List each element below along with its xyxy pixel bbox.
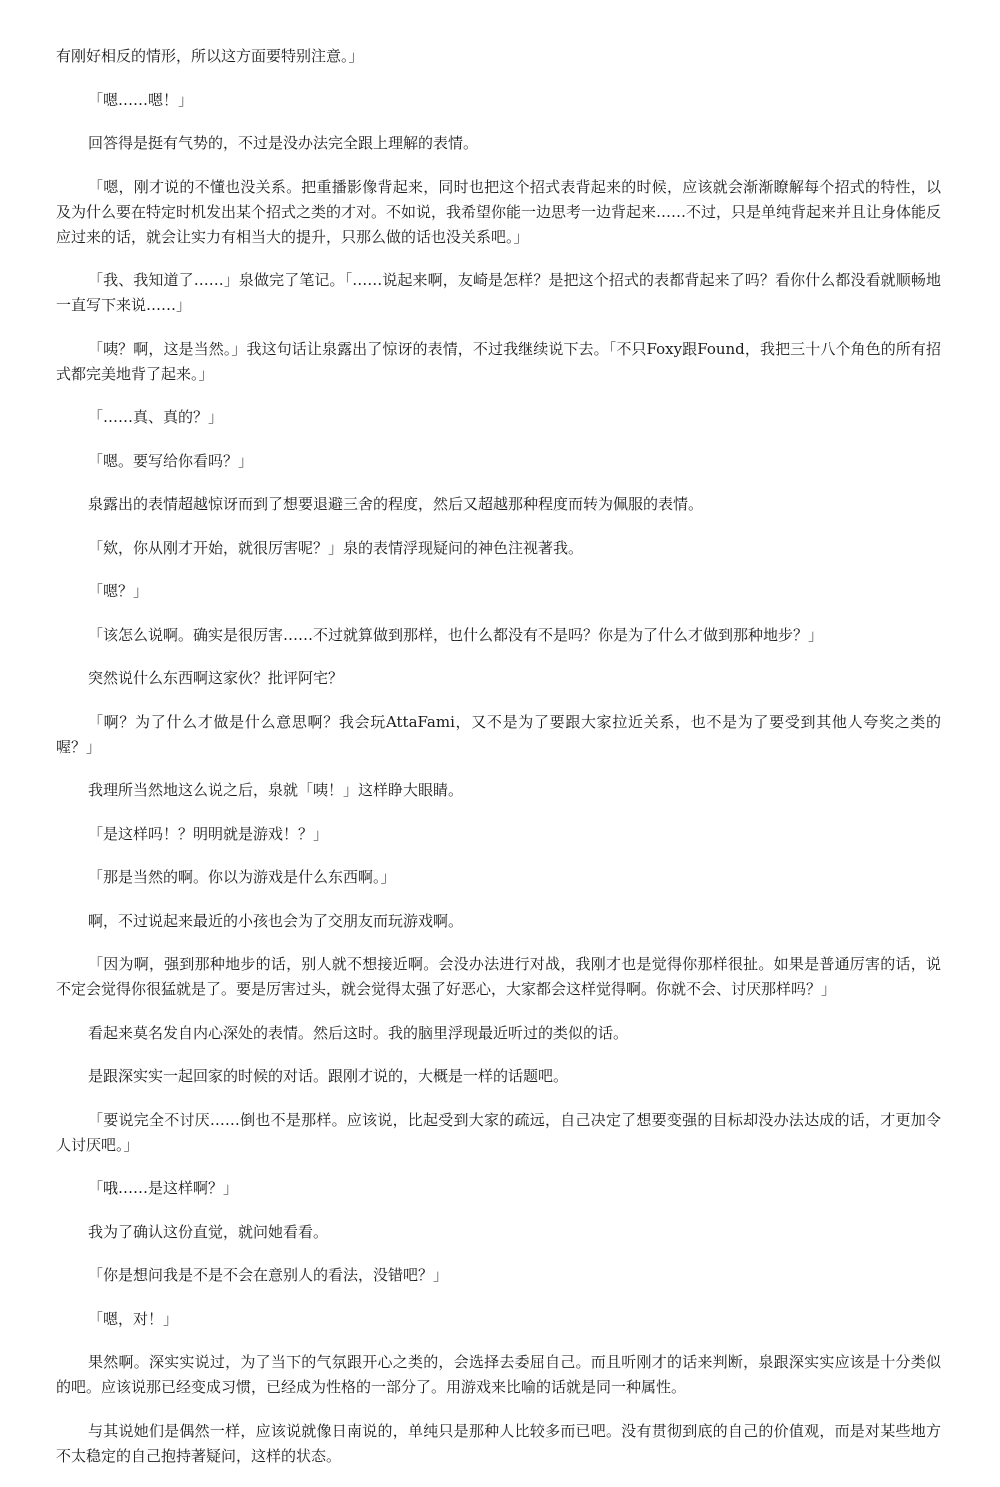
paragraph: 「咦？啊，这是当然。」我这句话让泉露出了惊讶的表情，不过我继续说下去。「不只Foxy跟Found，我把三十八个角色的所有招式都完美地背了起来。」 — [56, 339, 941, 383]
paragraph: 我理所当然地这么说之后，泉就「咦！」这样睁大眼睛。 — [88, 781, 464, 799]
paragraph: 「我、我知道了……」泉做完了笔记。「……说起来啊，友崎是怎样？是把这个招式的表都背起来了吗？看你什么都没看就顺畅地一直写下来说……」 — [56, 271, 941, 314]
paragraph: 果然啊。深实实说过，为了当下的气氛跟开心之类的，会选择去委屈自己。而且听刚才的话来判断，泉跟深实实应该是十分类似的吧。应该说那已经变成习惯，已经成为性格的一部分了。用游戏来比喻的话就是同一种属性。 — [56, 1353, 941, 1396]
paragraph: 「是这样吗！？明明就是游戏！？」 — [88, 824, 329, 843]
paragraph: 「……真、真的？」 — [88, 408, 224, 426]
paragraph: 看起来莫名发自内心深处的表情。然后这时。我的脑里浮现最近听过的类似的话。 — [88, 1023, 629, 1042]
paragraph: 与其说她们是偶然一样，应该说就像日南说的，单纯只是那种人比较多而已吧。没有贯彻到底的自己的价值观，而是对某些地方不太稳定的自己抱持著疑问，这样的状态。 — [56, 1421, 941, 1465]
paragraph: 「啊？为了什么才做是什么意思啊？我会玩AttaFami，又不是为了要跟大家拉近关系，也不是为了要受到其他人夸奖之类的喔？」 — [56, 712, 941, 756]
paragraph: 突然说什么东西啊这家伙？批评阿宅？ — [88, 669, 344, 687]
paragraph: 「欸，你从刚才开始，就很厉害呢？」泉的表情浮现疑问的神色注视著我。 — [88, 538, 584, 557]
paragraph: 「嗯，刚才说的不懂也没关系。把重播影像背起来，同时也把这个招式表背起来的时候，应该就会渐渐瞭解每个招式的特性，以及为什么要在特定时机发出某个招式之类的才对。不如说，我希望你能一边思考一边背起来……不过，只是单纯背起来并且让身体能反应过来的话，就会让实力有相当大的提升，只那么做的话也没关系吧。」 — [56, 177, 942, 246]
paragraph: 「嗯……嗯！」 — [88, 90, 194, 109]
paragraph: 「嗯。要写给你看吗？」 — [88, 451, 254, 470]
paragraph: 「嗯，对！」 — [88, 1309, 179, 1328]
paragraph: 啊，不过说起来最近的小孩也会为了交朋友而玩游戏啊。 — [88, 911, 464, 930]
paragraph: 「嗯？」 — [88, 582, 149, 600]
paragraph: 泉露出的表情超越惊讶而到了想要退避三舍的程度，然后又超越那种程度而转为佩服的表情。 — [88, 495, 704, 513]
paragraph: 「因为啊，强到那种地步的话，别人就不想接近啊。会没办法进行对战，我刚才也是觉得你那样很扯。如果是普通厉害的话，说不定会觉得你很猛就是了。要是厉害过头，就会觉得太强了好恶心，大家都会这样觉得啊。你就不会、讨厌那样吗？」 — [56, 955, 941, 998]
paragraph: 有刚好相反的情形，所以这方面要特别注意。」 — [56, 47, 364, 65]
paragraph: 「那是当然的啊。你以为游戏是什么东西啊。」 — [88, 868, 396, 886]
paragraph: 回答得是挺有气势的，不过是没办法完全跟上理解的表情。 — [88, 134, 479, 152]
paragraph: 是跟深实实一起回家的时候的对话。跟刚才说的，大概是一样的话题吧。 — [88, 1067, 569, 1085]
paragraph: 「要说完全不讨厌……倒也不是那样。应该说，比起受到大家的疏远，自己决定了想要变强的目标却没办法达成的话，才更加令人讨厌吧。」 — [56, 1110, 941, 1154]
paragraph: 「哦……是这样啊？」 — [88, 1179, 239, 1197]
paragraph: 我为了确认这份直觉，就问她看看。 — [88, 1222, 329, 1241]
document-page — [56, 44, 941, 1487]
paragraph: 「该怎么说啊。确实是很厉害……不过就算做到那样，也什么都没有不是吗？你是为了什么才做到那种地步？」 — [88, 625, 824, 644]
paragraph: 「你是想问我是不是不会在意别人的看法，没错吧？」 — [88, 1266, 449, 1284]
